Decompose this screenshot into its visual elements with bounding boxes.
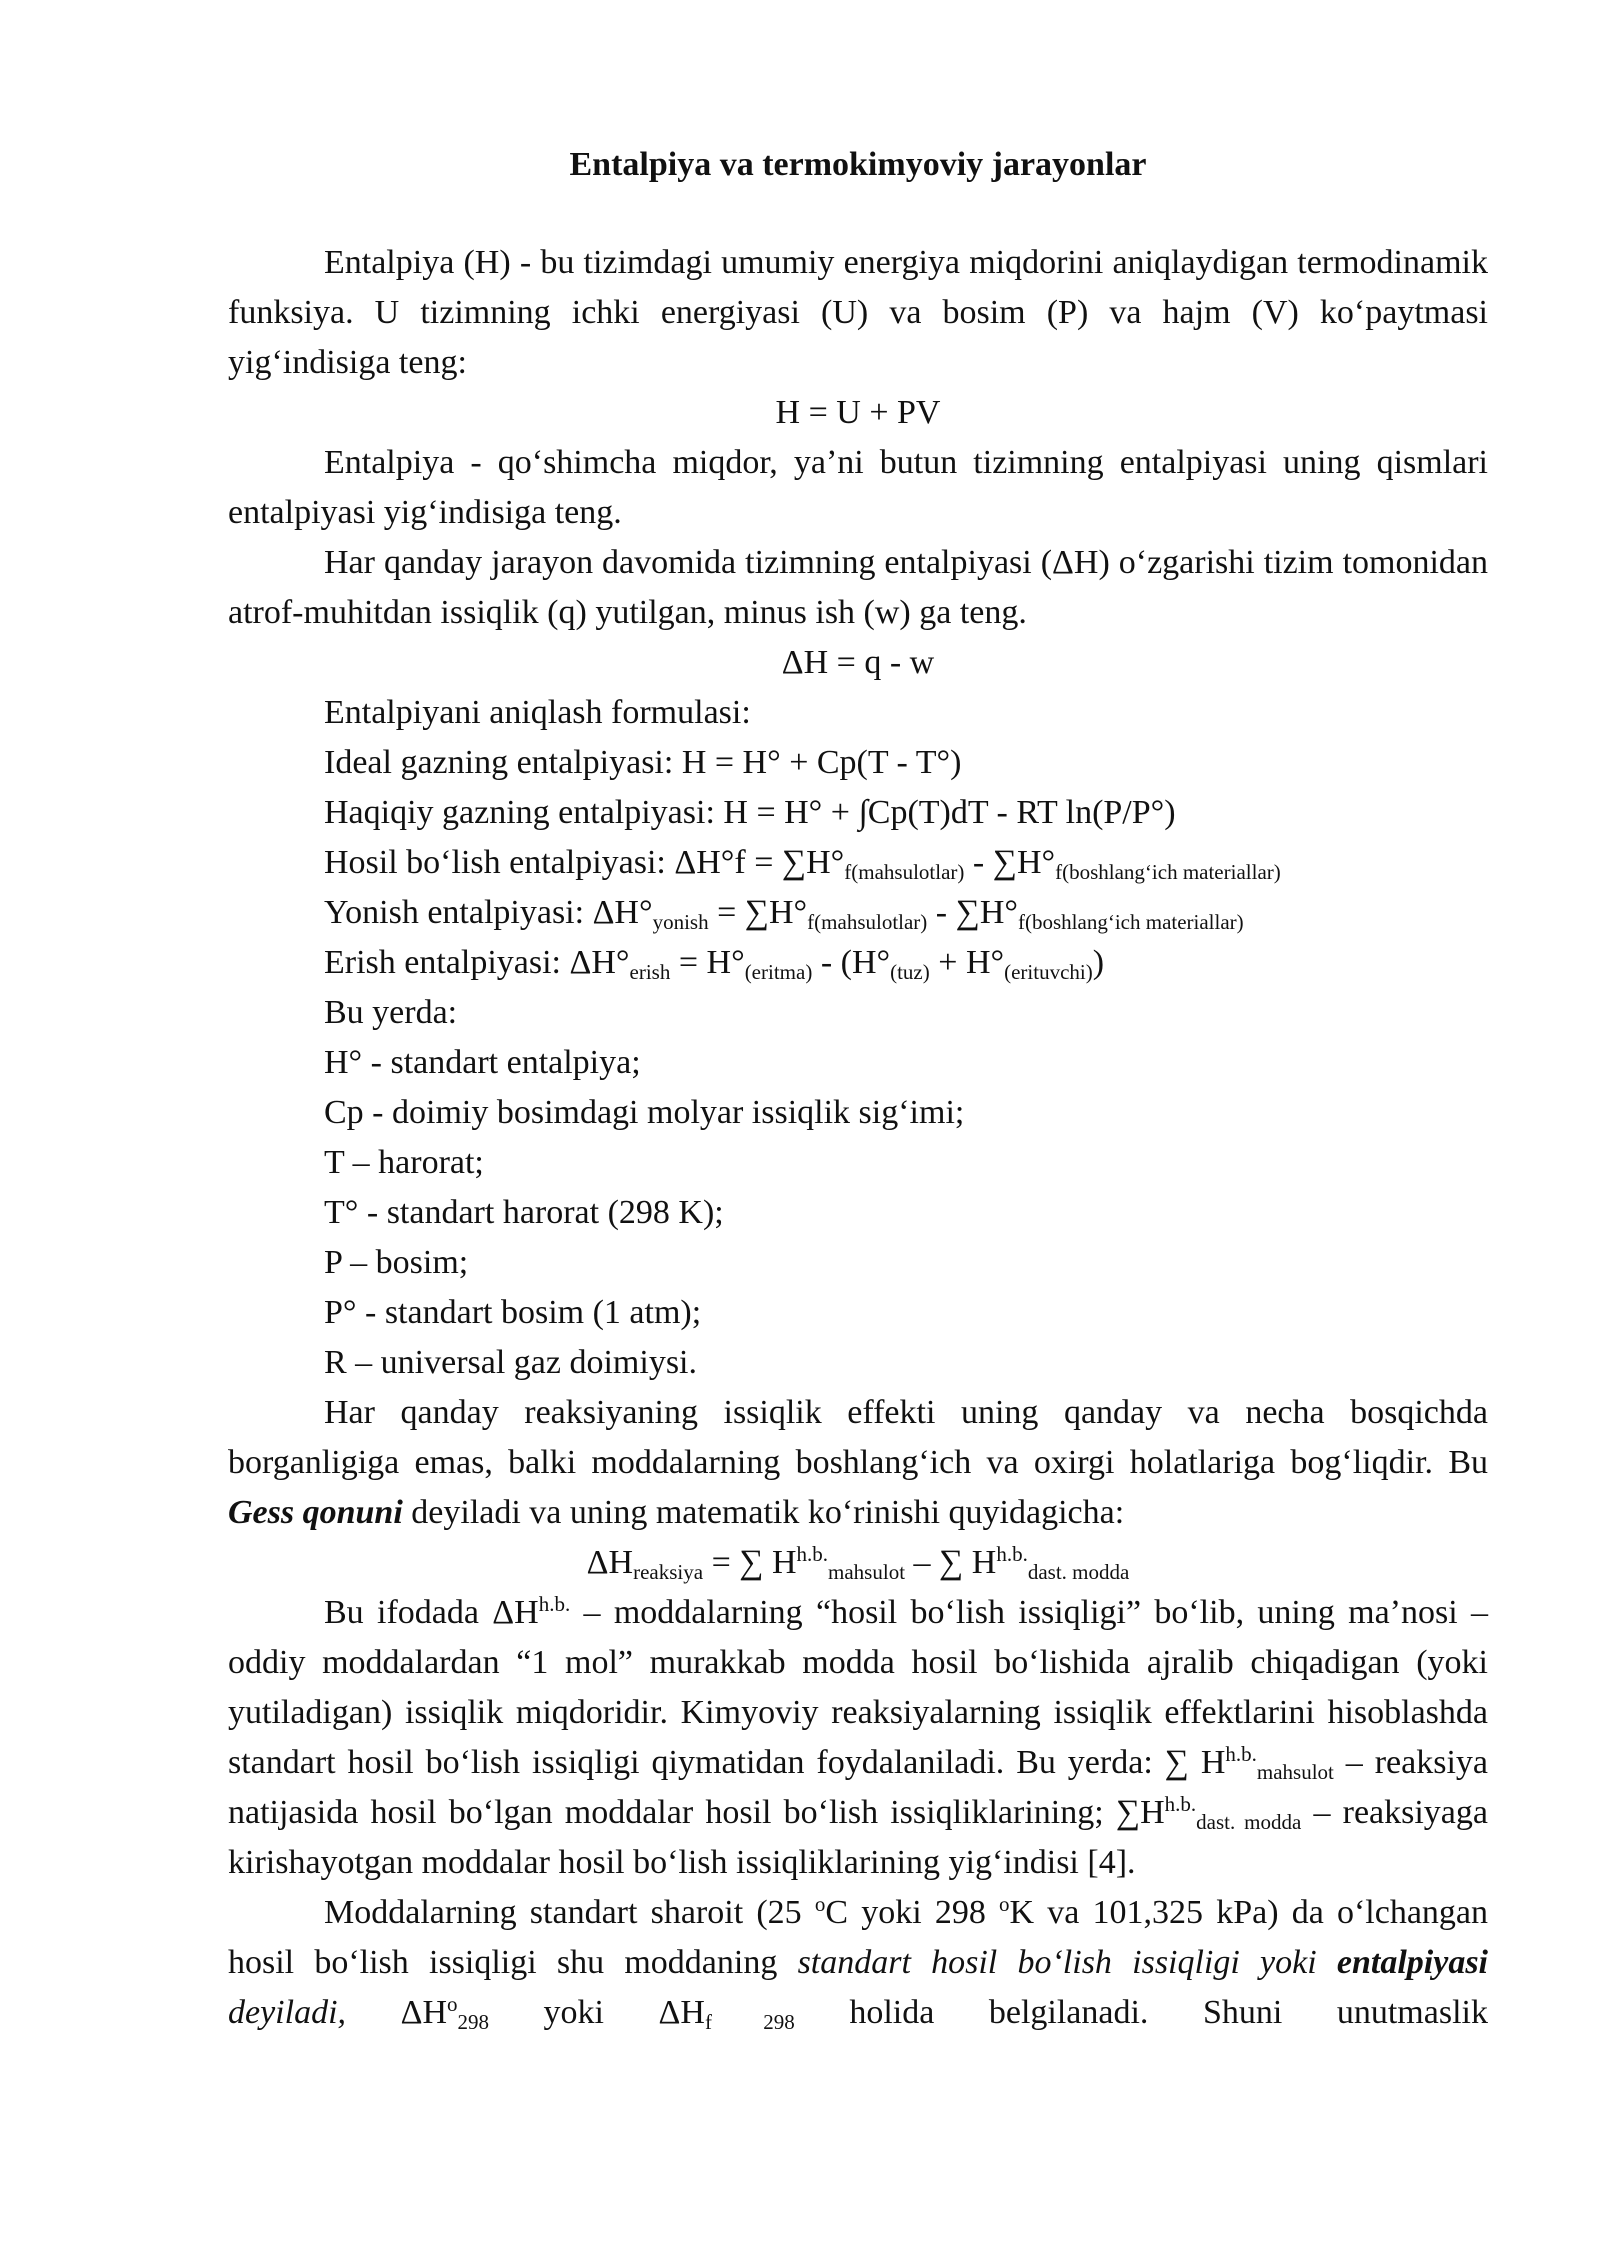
formula-text: ΔH [586,1544,634,1581]
subscript: f(mahsulotlar) [844,860,965,884]
superscript: h.b. [538,1592,571,1616]
paragraph-text: yoki ΔH [489,1994,705,2031]
paragraph-text: Bu ifodada ΔH [324,1594,539,1631]
paragraph-enthalpy-change: Har qanday jarayon davomida tizimning entalpiyasi (ΔH) oʻzgarishi tizim tomonidan atrof-muhitdan issiqlik (q) yutilgan, minus ish (w) ga teng. [228,544,1488,631]
formula-ideal-gas: Ideal gazning entalpiyasi: H = H° + Cp(T - T°) [324,744,962,781]
formula-text: – ∑ H [905,1544,997,1581]
paragraph-text: – reaksiyaga kirishayotgan moddalar hosil boʻlish issiqliklarining yigʻindisi [4]. [228,1794,1488,1881]
formula-text: - ∑H° [927,894,1019,931]
subscript: mahsulot [1256,1760,1334,1784]
paragraph-text: K va 101,325 kPa) da oʻlchangan hosil boʻlish issiqligi shu moddaning [228,1894,1489,1981]
paragraph-text: Moddalarning standart sharoit (25 [324,1894,815,1931]
subscript: (tuz) [890,960,930,984]
formula-text: = H° [670,944,745,981]
subscript: f(boshlangʻich materiallar) [1055,860,1281,884]
subscript: yonish [652,910,709,934]
definition-line: R – universal gaz doimiysi. [324,1344,698,1381]
superscript: h.b. [796,1542,829,1566]
formula-text: ) [1092,944,1105,981]
paragraph-hess-law [228,1388,1488,1538]
paragraph-text: – reaksiya natijasida hosil boʻlgan moddalar hosil boʻlish issiqliklarining; ∑H [228,1744,1488,1831]
definition-line: Cp - doimiy bosimdagi molyar issiqlik sigʻimi; [324,1094,965,1131]
formula-formation [228,838,1488,888]
paragraph-formation-heat [228,1588,1488,1888]
subscript: mahsulot [828,1560,906,1584]
formula-text: - (H° [812,944,891,981]
subscript: f(boshlangʻich materiallar) [1018,910,1244,934]
definition-line: T – harorat; [324,1144,484,1181]
paragraph-standard-conditions [228,1888,1488,2038]
superscript: o [447,1992,458,2016]
subscript: f 298 [704,2010,795,2034]
paragraph-text: – moddalarning “hosil boʻlish issiqligi” boʻlib, uning maʼnosi – oddiy moddalardan “1 mol” murakkab modda hosil boʻlishida ajralib chiqadigan (yoki yutiladigan) issiqlik miqdoridir. Kimyoviy reaksiyalarning issiqlik effektlarini hisoblashda standart hosil boʻlish issiqligi qiymatidan foydalaniladi. Bu yerda: ∑ H [228,1594,1489,1781]
paragraph-text: C yoki 298 [825,1894,1000,1931]
paragraph-text: Har qanday reaksiyaning issiqlik effekti uning qanday va necha bosqichda borganligiga emas, balki moddalarning boshlangʻich va oxirgi holatlariga bogʻliqdir. Bu [228,1394,1488,1481]
definition-line: T° - standart harorat (298 K); [324,1194,724,1231]
subscript: (eritma) [744,960,813,984]
superscript: h.b. [1225,1742,1257,1766]
superscript: h.b. [996,1542,1028,1566]
italic-term: deyiladi, [228,1994,347,2031]
subscript: 298 [457,2010,489,2034]
subscript: dast. modda [1196,1810,1302,1834]
italic-term: standart hosil boʻlish issiqligi yoki [797,1944,1337,1981]
formula-text: = ∑ H [703,1544,797,1581]
paragraph-enthalpy-definition: Entalpiya (H) - bu tizimdagi umumiy energiya miqdorini aniqlaydigan termodinamik funksiya. U tizimning ichki energiyasi (U) va bosim (P) va hajm (V) koʻpaytmasi yigʻindisiga teng: [228,244,1488,381]
equation-hess [228,1538,1488,1588]
paragraph-text: deyiladi va uning matematik koʻrinishi quyidagicha: [402,1494,1125,1531]
page-title: Entalpiya va termokimyoviy jarayonlar [569,146,1147,183]
subscript: f(mahsulotlar) [807,910,928,934]
document-page [228,140,1488,2038]
formula-text: = ∑H° [708,894,808,931]
equation-h-u-pv: H = U + PV [775,394,941,431]
subscript: (erituvchi) [1004,960,1093,984]
subscript: reaksiya [633,1560,704,1584]
formula-text: Yonish entalpiyasi: ΔH° [324,894,653,931]
formula-text: - ∑H° [964,844,1056,881]
definition-line: H° - standart entalpiya; [324,1044,641,1081]
superscript: o [814,1892,826,1916]
superscript: o [999,1892,1010,1916]
subscript: erish [629,960,671,984]
bold-italic-term: entalpiyasi [1336,1944,1488,1981]
paragraph-text: ΔH [346,1994,447,2031]
definition-line: Bu yerda: [324,994,458,1031]
formula-text: Hosil boʻlish entalpiyasi: ΔH°f = ∑H° [324,844,845,881]
formula-combustion [228,888,1488,938]
formula-heading: Entalpiyani aniqlash formulasi: [324,694,751,731]
equation-delta-h: ΔH = q - w [781,644,935,681]
paragraph-additive-quantity: Entalpiya - qoʻshimcha miqdor, yaʼni butun tizimning entalpiyasi uning qismlari entalpiyasi yigʻindisiga teng. [228,444,1488,531]
formula-text: + H° [929,944,1005,981]
paragraph-text: holida belgilanadi. Shuni unutmaslik [794,1994,1488,2031]
formula-dissolution [228,938,1488,988]
definition-line: P – bosim; [324,1244,469,1281]
superscript: h.b. [1164,1792,1197,1816]
definition-line: P° - standart bosim (1 atm); [324,1294,702,1331]
formula-real-gas: Haqiqiy gazning entalpiyasi: H = H° + ∫Cp(T)dT - RT ln(P/P°) [324,794,1176,831]
hess-law-term: Gess qonuni [228,1494,403,1531]
subscript: dast. modda [1027,1560,1130,1584]
formula-text: Erish entalpiyasi: ΔH° [324,944,630,981]
